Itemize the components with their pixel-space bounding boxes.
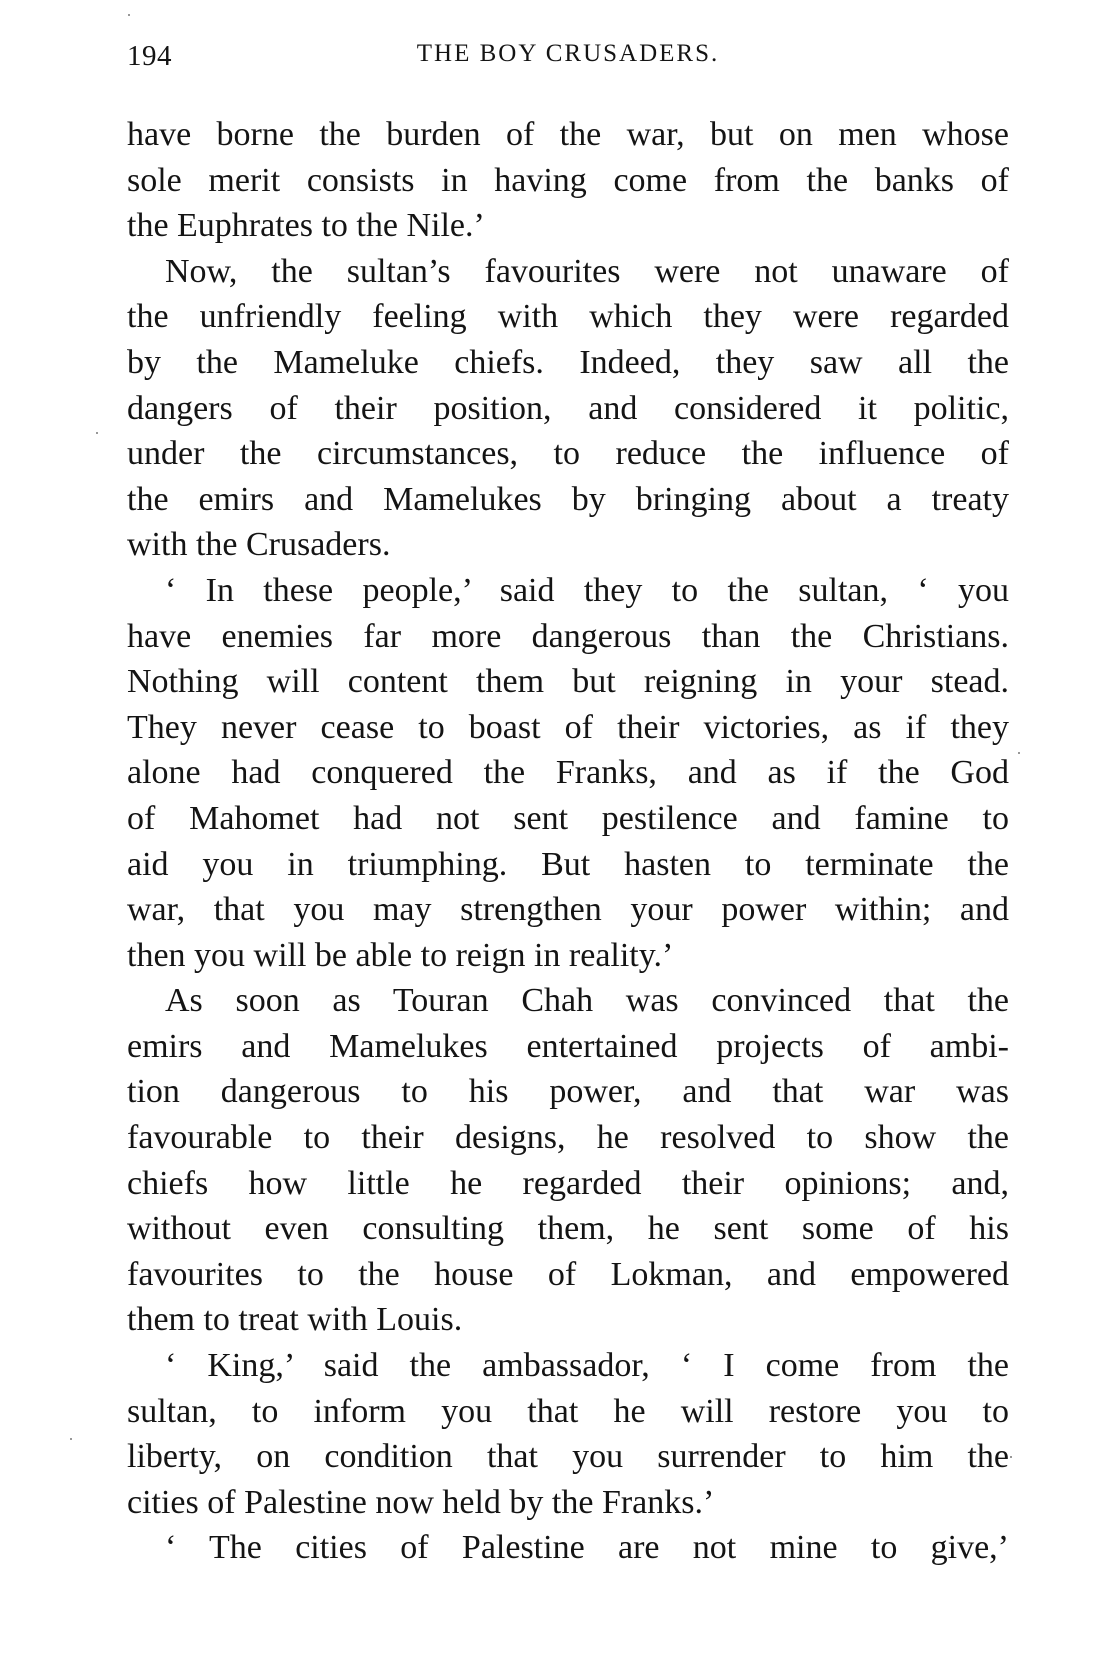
text-line: without even consulting them, he sent some of his (127, 1210, 1009, 1248)
body-text (127, 112, 1009, 1571)
paragraph-start-line: Now, the sultan’s favourites were not unaware of (165, 252, 1009, 290)
text-line: under the circumstances, to reduce the influence of (127, 435, 1009, 473)
print-speck (70, 1438, 72, 1440)
text-line: by the Mameluke chiefs. Indeed, they saw all the (127, 343, 1009, 381)
text-line: with the Crusaders. (127, 526, 391, 564)
text-line: aid you in triumphing. But hasten to terminate the (127, 845, 1009, 883)
print-speck (1018, 752, 1020, 754)
text-line: sole merit consists in having come from the banks of (127, 161, 1009, 199)
text-line: them to treat with Louis. (127, 1301, 463, 1339)
paragraph-start-line: As soon as Touran Chah was convinced that the (165, 982, 1009, 1020)
text-line: liberty, on condition that you surrender to him the (127, 1438, 1009, 1476)
text-line: the unfriendly feeling with which they were regarded (127, 298, 1009, 336)
text-line: dangers of their position, and considered it politic, (127, 389, 1009, 427)
page-header (127, 32, 1009, 72)
text-line: have borne the burden of the war, but on men whose (127, 116, 1009, 153)
print-speck (1010, 1456, 1012, 1458)
text-line: the emirs and Mamelukes by bringing about a treaty (127, 480, 1009, 518)
text-line: They never cease to boast of their victories, as if they (127, 708, 1009, 746)
text-line: of Mahomet had not sent pestilence and famine to (127, 799, 1009, 837)
text-line: tion dangerous to his power, and that war was (127, 1073, 1009, 1111)
paragraph-start-line: ‘ The cities of Palestine are not mine to give,’ (165, 1529, 1009, 1567)
text-line: favourites to the house of Lokman, and empowered (127, 1255, 1009, 1293)
text-line: chiefs how little he regarded their opinions; and, (127, 1164, 1009, 1202)
running-title: THE BOY CRUSADERS. (416, 40, 720, 67)
text-line: alone had conquered the Franks, and as if the God (127, 754, 1009, 792)
paragraph-start-line: ‘ In these people,’ said they to the sultan, ‘ you (165, 571, 1009, 609)
text-line: Nothing will content them but reigning in your stead. (127, 663, 1009, 701)
paragraph-start-line: ‘ King,’ said the ambassador, ‘ I come from the (165, 1347, 1009, 1385)
text-line: sultan, to inform you that he will restore you to (127, 1392, 1009, 1430)
text-line: emirs and Mamelukes entertained projects of ambi- (127, 1027, 1009, 1065)
text-line: have enemies far more dangerous than the Christians. (127, 617, 1009, 655)
text-line: then you will be able to reign in reality.’ (127, 936, 674, 974)
text-line: the Euphrates to the Nile.’ (127, 207, 485, 245)
page-number: 194 (127, 40, 172, 72)
text-line: war, that you may strengthen your power within; and (127, 891, 1009, 929)
print-speck (128, 14, 130, 16)
text-line: cities of Palestine now held by the Franks.’ (127, 1483, 715, 1521)
text-line: favourable to their designs, he resolved to show the (127, 1119, 1009, 1157)
print-speck (96, 432, 98, 434)
